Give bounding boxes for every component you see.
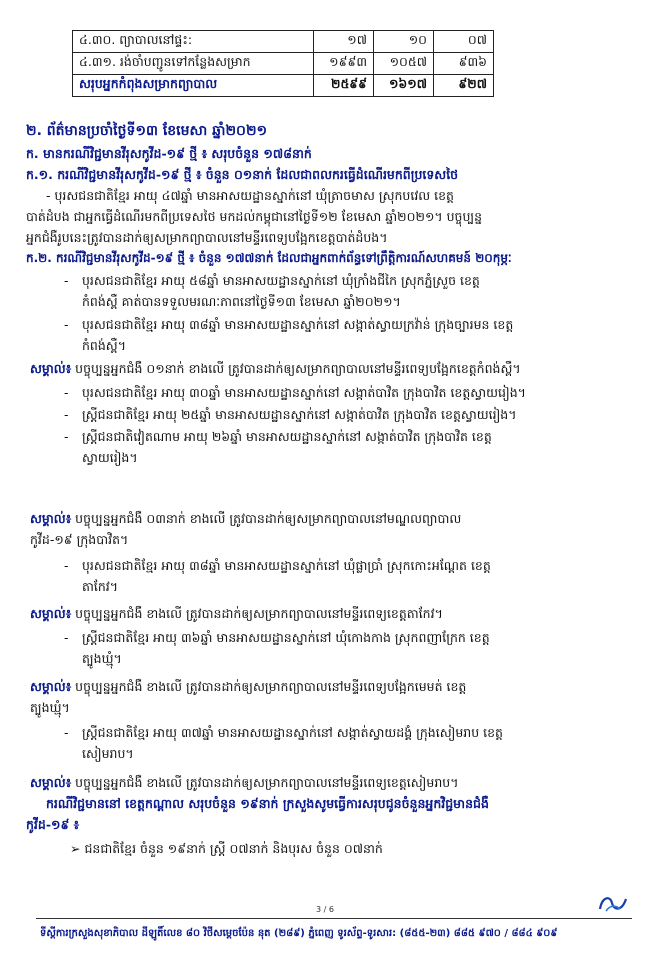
note [30, 358, 642, 379]
table-cell: ២៥៩៩ [314, 75, 374, 97]
summary-line: ករណីវិជ្ជមាននៅ ខេត្តកណ្តាល សរុបចំនួន ១៩នាក់ ក្រសួងសូមធ្វើការសរុបជូនចំនួនអ្នកវិជ្ជមានជំងឺ [46, 796, 489, 811]
list-item: - បុរសជនជាតិខ្មែរ អាយុ ៣៨ឆ្នាំ មានអាសយដ្ឋានស្នាក់នៅ សង្កាត់ស្វាយក្រវ៉ាន់ ក្រុងច្បារមន ខេត្ត កំពង់ស្ពឺ។ [82, 314, 642, 356]
list-item-line: បុរសជនជាតិខ្មែរ អាយុ ៣៨ឆ្នាំ មានអាសយដ្ឋានស្នាក់នៅ សង្កាត់ស្វាយក្រវ៉ាន់ ក្រុងច្បារមន ខេត្ត [82, 317, 514, 332]
summary-item [70, 838, 383, 859]
section-a1-heading: ក.១. ករណីវិជ្ជមានវីរុសកូវីដ-១៩ ថ្មី ៖ ចំនួន ០១នាក់ ដែលជាពលករធ្វើដំណើរមកពីប្រទេសថៃ [26, 167, 459, 182]
table-cell: ១៧ [314, 31, 374, 53]
list-item-line: ស្ត្រីជនជាតិវៀតណាម អាយុ ២៦ឆ្នាំ មានអាសយដ្ឋានស្នាក់នៅ សង្កាត់បាវិត ក្រុងបាវិត ខេត្ត [82, 429, 492, 444]
table-row [73, 53, 494, 75]
table-total-row [73, 75, 494, 97]
list-item: - បុរសជនជាតិខ្មែរ អាយុ ៣៨ឆ្នាំ មានអាសយដ្ឋានស្នាក់នៅ ឃុំផ្លាប្រាំ ស្រុកកោះអណ្តែត ខេត្ត តាកែវ។ [82, 555, 642, 597]
list-item: - បុរសជនជាតិខ្មែរ អាយុ ៥៨ឆ្នាំ មានអាសយដ្ឋានស្នាក់នៅ ឃុំក្រាំងជីកៃ ស្រុកភ្នំស្រួច ខេត្ត កំពង់ស្ពឺ គាត់បានទទួលមរណៈភាពនៅថ្ងៃទី១៣ ខែមេសា ឆ្នាំ២០២១។ [82, 270, 642, 312]
note-text: ត្បូងឃ្មុំ។ [30, 700, 70, 715]
table-cell: ៤.៣១. រង់ចាំបញ្ជូនទៅកន្លែងសម្រាក [73, 53, 314, 75]
list-item-line: ស្ត្រីជនជាតិខ្មែរ អាយុ ២៥ឆ្នាំ មានអាសយដ្ឋានស្នាក់នៅ សង្កាត់បាវិត ក្រុងបាវិត ខេត្តស្វាយរៀង។ [82, 407, 517, 422]
list-item: - បុរសជនជាតិខ្មែរ អាយុ ៣០ឆ្នាំ មានអាសយដ្ឋានស្នាក់នៅ សង្កាត់បាវិត ក្រុងបាវិត ខេត្តស្វាយរៀង។ [82, 382, 642, 403]
note-text: បច្ចុប្បន្នអ្នកជំងឺ ០៣នាក់ ខាងលើ ត្រូវបានដាក់ឲ្យសម្រាកព្យាបាលនៅមណ្ឌលព្យាបាល [71, 511, 462, 526]
list-item-line: ស្វាយរៀង។ [82, 450, 138, 465]
cases-table [72, 30, 494, 97]
note-label: សម្គាល់៖ [30, 679, 72, 694]
note-text: បច្ចុប្បន្នអ្នកជំងឺ ខាងលើ ត្រូវបានដាក់ឲ្យសម្រាកព្យាបាលនៅមន្ទីរពេទ្យបង្អែកមេមត់ ខេត្ត [71, 679, 467, 694]
list-item-line: ស្ត្រីជនជាតិខ្មែរ អាយុ ៣៧ឆ្នាំ មានអាសយដ្ឋានស្នាក់នៅ សង្កាត់ស្វាយដង្គំ ក្រុងសៀមរាប ខេត្ត [82, 725, 503, 740]
table-cell: ០៧ [434, 31, 494, 53]
list-item: - ស្ត្រីជនជាតិខ្មែរ អាយុ ២៥ឆ្នាំ មានអាសយដ្ឋានស្នាក់នៅ សង្កាត់បាវិត ក្រុងបាវិត ខេត្តស្វាយរៀង។ [82, 404, 642, 425]
summary-line: កូវីដ-១៩ ៖ [26, 817, 80, 832]
table-cell: ១៦១៧ [374, 75, 434, 97]
list-item: - ស្ត្រីជនជាតិខ្មែរ អាយុ ៣៧ឆ្នាំ មានអាសយដ្ឋានស្នាក់នៅ សង្កាត់ស្វាយដង្គំ ក្រុងសៀមរាប ខេត្ត សៀមរាប។ [82, 722, 642, 764]
table-cell: ៩២៧ [434, 75, 494, 97]
list-item-line: បុរសជនជាតិខ្មែរ អាយុ ៥៨ឆ្នាំ មានអាសយដ្ឋានស្នាក់នៅ ឃុំក្រាំងជីកៃ ស្រុកភ្នំស្រួច ខេត្ត [82, 273, 480, 288]
note-label: សម្គាល់៖ [30, 361, 72, 376]
table-cell: ៤.៣០. ព្យាបាលនៅផ្ទះ: [73, 31, 314, 53]
table-cell: ៩៣៦ [434, 53, 494, 75]
list-item-line: ស្ត្រីជនជាតិខ្មែរ អាយុ ៣៦ឆ្នាំ មានអាសយដ្ឋានស្នាក់នៅ ឃុំកោងកាង ស្រុកពញាក្រែក ខេត្ត [82, 630, 490, 645]
list-item-line: តាកែវ។ [82, 579, 119, 594]
ministry-logo-icon [596, 893, 630, 915]
table-row [73, 31, 494, 53]
note-label: សម្គាល់៖ [30, 775, 72, 790]
page-number: 3 / 6 [316, 905, 334, 914]
table-cell: ១០ [374, 31, 434, 53]
section-a2-heading: ក.២. ករណីវិជ្ជមានវីរុសកូវីដ-១៩ ថ្មី ៖ ចំនួន ១៧៧នាក់ ដែលជាអ្នកពាក់ព័ន្ធទៅព្រឹត្តិការណ៍សហគមន៍ ២០កុម្ភៈ [26, 251, 512, 265]
paragraph-line: អ្នកជំងឺរូបនេះត្រូវបានដាក់ឲ្យសម្រាកព្យាបាលនៅមន្ទីរពេទ្យបង្អែកខេត្តបាត់ដំបង។ [26, 230, 388, 245]
list-item-line: សៀមរាប។ [82, 746, 134, 761]
list-item: - ស្ត្រីជនជាតិខ្មែរ អាយុ ៣៦ឆ្នាំ មានអាសយដ្ឋានស្នាក់នៅ ឃុំកោងកាង ស្រុកពញាក្រែក ខេត្ត ត្បូងឃ្មុំ។ [82, 627, 642, 669]
note [30, 603, 642, 624]
note-label: សម្គាល់៖ [30, 511, 72, 526]
note [30, 772, 642, 793]
note-text: បច្ចុប្បន្នអ្នកជំងឺ ខាងលើ ត្រូវបានដាក់ឲ្យសម្រាកព្យាបាលនៅមន្ទីរពេទ្យខេត្តសៀមរាប។ [71, 775, 459, 790]
footer-divider [36, 918, 632, 919]
table-cell: ១០៥៧ [374, 53, 434, 75]
arrow-bullet-icon: ➢ [70, 841, 81, 856]
paragraph-line: បាត់ដំបង ជាអ្នកធ្វើដំណើរមកពីប្រទេសថៃ មកដល់កម្ពុជានៅថ្ងៃទី១២ ខែមេសា ឆ្នាំ២០២១។ បច្ចុប្បន្ន [26, 209, 483, 224]
list-item-line: បុរសជនជាតិខ្មែរ អាយុ ៣៨ឆ្នាំ មានអាសយដ្ឋានស្នាក់នៅ ឃុំផ្លាប្រាំ ស្រុកកោះអណ្តែត ខេត្ត [82, 558, 491, 573]
summary-item-text: ជនជាតិខ្មែរ ចំនួន ១៩នាក់ ស្ត្រី ០៧នាក់ និងបុរស ចំនួន ០៧នាក់ [84, 841, 383, 856]
a1-paragraph [26, 185, 642, 248]
note-text: កូវីដ-១៩ ក្រុងបាវិត។ [30, 532, 129, 547]
section-title: ២. ព័ត៌មានប្រចាំថ្ងៃទី១៣ ខែមេសា ឆ្នាំ២០២១ [26, 123, 268, 139]
note-text: បច្ចុប្បន្នអ្នកជំងឺ ០១នាក់ ខាងលើ ត្រូវបានដាក់ឲ្យសម្រាកព្យាបាលនៅមន្ទីរពេទ្យបង្អែកខេត្តកំពង់ស្ពឺ។ [71, 361, 521, 376]
note [30, 508, 642, 550]
table-cell: ១៩៩៣ [314, 53, 374, 75]
table-cell: សរុបអ្នកកំពុងសម្រាកព្យាបាល [73, 75, 314, 97]
list-item-line: កំពង់ស្ពឺ។ [82, 338, 126, 353]
list-item-line: កំពង់ស្ពឺ គាត់បានទទួលមរណៈភាពនៅថ្ងៃទី១៣ ខែមេសា ឆ្នាំ២០២១។ [82, 294, 401, 309]
list-item-line: ត្បូងឃ្មុំ។ [82, 651, 122, 666]
summary-heading [26, 793, 644, 835]
note [30, 676, 642, 718]
footer-address: ទីស្តីការក្រសួងសុខាភិបាល ដីឡូតិ៍លេខ ៨០ វិថីសម្តេចប៉ែន នុត (២៨៩) ភ្នំពេញ ទូរស័ព្ទ-ទូរសារ: (៨៥៥-២៣) ៨៨៥ ៩៧០ / ៨៨៤ ៩០៩ [40, 928, 558, 939]
note-text: បច្ចុប្បន្នអ្នកជំងឺ ខាងលើ ត្រូវបានដាក់ឲ្យសម្រាកព្យាបាលនៅមន្ទីរពេទ្យខេត្តតាកែវ។ [71, 606, 443, 621]
section-a-heading: ក. មានករណីវិជ្ជមានវីរុសកូវីដ-១៩ ថ្មី ៖ សរុបចំនួន ១៧៨នាក់ [26, 146, 312, 161]
list-item: - ស្ត្រីជនជាតិវៀតណាម អាយុ ២៦ឆ្នាំ មានអាសយដ្ឋានស្នាក់នៅ សង្កាត់បាវិត ក្រុងបាវិត ខេត្ត ស្វាយរៀង។ [82, 426, 642, 468]
paragraph-line: - បុរសជនជាតិខ្មែរ អាយុ ៤៧ឆ្នាំ មានអាសយដ្ឋានស្នាក់នៅ ឃុំត្រាចមាស ស្រុកបវេល ខេត្ត [46, 188, 454, 203]
note-label: សម្គាល់៖ [30, 606, 72, 621]
list-item-line: បុរសជនជាតិខ្មែរ អាយុ ៣០ឆ្នាំ មានអាសយដ្ឋានស្នាក់នៅ សង្កាត់បាវិត ក្រុងបាវិត ខេត្តស្វាយរៀង។ [82, 385, 526, 400]
